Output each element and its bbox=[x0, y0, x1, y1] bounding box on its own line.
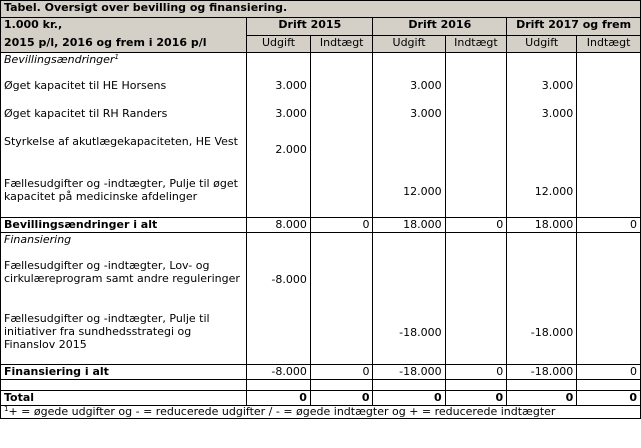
cell bbox=[310, 312, 373, 354]
cell bbox=[445, 79, 507, 94]
cell bbox=[577, 107, 641, 122]
footnote-row bbox=[1, 406, 641, 419]
cell bbox=[507, 135, 577, 163]
cell bbox=[247, 312, 311, 354]
table-row bbox=[1, 177, 641, 205]
group-drift-2015: Drift 2015 bbox=[247, 18, 373, 36]
cell bbox=[445, 177, 507, 205]
footnote: $^1$+ = øgede udgifter og - = reducerede udgifter / - = øgede indtægter og + = reducerede indtægter bbox=[1, 406, 641, 419]
row-label: Fællesudgifter og -indtægter, Pulje til øget kapacitet på medicinske afdelinger bbox=[1, 177, 247, 205]
sub-udgift-2016: Udgift bbox=[373, 36, 445, 53]
section-label: Bevillingsændringer$^1$ bbox=[1, 53, 247, 68]
cell bbox=[445, 135, 507, 163]
cell: -18.000 bbox=[507, 365, 577, 380]
cell bbox=[445, 107, 507, 122]
cell bbox=[577, 79, 641, 94]
row-label: Styrkelse af akutlægekapaciteten, HE Vest bbox=[1, 135, 247, 163]
cell: 0 bbox=[310, 391, 373, 406]
cell: 0 bbox=[445, 391, 507, 406]
cell: 12.000 bbox=[507, 177, 577, 205]
cell: 0 bbox=[310, 217, 373, 232]
unit-label-line1: 1.000 kr., bbox=[1, 18, 247, 36]
cell: -18.000 bbox=[507, 312, 577, 354]
cell: -8.000 bbox=[247, 259, 311, 301]
cell: 0 bbox=[577, 217, 641, 232]
cell bbox=[310, 79, 373, 94]
sub-indtaegt-2017: Indtægt bbox=[577, 36, 641, 53]
cell bbox=[310, 259, 373, 301]
unit-label-line2: 2015 p/l, 2016 og frem i 2016 p/l bbox=[1, 36, 247, 53]
row-label: Fællesudgifter og -indtægter, Pulje til initiativer fra sundhedsstrategi og Finanslov 2015 bbox=[1, 312, 247, 354]
cell: 2.000 bbox=[247, 135, 311, 163]
cell: 3.000 bbox=[373, 107, 445, 122]
cell: 0 bbox=[445, 365, 507, 380]
cell: 0 bbox=[445, 217, 507, 232]
row-label: Finansiering i alt bbox=[1, 365, 247, 380]
row-label: Bevillingsændringer i alt bbox=[1, 217, 247, 232]
cell: -8.000 bbox=[247, 365, 311, 380]
sub-udgift-2015: Udgift bbox=[247, 36, 311, 53]
cell bbox=[310, 107, 373, 122]
cell: 0 bbox=[373, 391, 445, 406]
table-row bbox=[1, 312, 641, 354]
cell: 0 bbox=[507, 391, 577, 406]
cell: 3.000 bbox=[247, 107, 311, 122]
header-row-groups bbox=[1, 18, 641, 36]
cell: 18.000 bbox=[373, 217, 445, 232]
cell: 3.000 bbox=[507, 107, 577, 122]
cell bbox=[247, 177, 311, 205]
cell bbox=[310, 135, 373, 163]
table-row bbox=[1, 107, 641, 122]
cell bbox=[373, 135, 445, 163]
cell bbox=[577, 135, 641, 163]
cell bbox=[577, 312, 641, 354]
table-row-subtotal bbox=[1, 217, 641, 232]
group-drift-2017: Drift 2017 og frem bbox=[507, 18, 641, 36]
group-drift-2016: Drift 2016 bbox=[373, 18, 507, 36]
cell: 3.000 bbox=[373, 79, 445, 94]
cell bbox=[310, 177, 373, 205]
cell: 0 bbox=[577, 391, 641, 406]
cell bbox=[577, 259, 641, 301]
row-label: Fællesudgifter og -indtægter, Lov- og cirkulæreprogram samt andre reguleringer bbox=[1, 259, 247, 301]
cell bbox=[373, 259, 445, 301]
sub-udgift-2017: Udgift bbox=[507, 36, 577, 53]
row-label: Total bbox=[1, 391, 247, 406]
cell bbox=[445, 312, 507, 354]
table-row-total bbox=[1, 391, 641, 406]
cell: 0 bbox=[310, 365, 373, 380]
cell: 3.000 bbox=[507, 79, 577, 94]
cell: -18.000 bbox=[373, 365, 445, 380]
table-row bbox=[1, 259, 641, 301]
table-row bbox=[1, 135, 641, 163]
sub-indtaegt-2015: Indtægt bbox=[310, 36, 373, 53]
cell: 12.000 bbox=[373, 177, 445, 205]
cell: -18.000 bbox=[373, 312, 445, 354]
cell: 18.000 bbox=[507, 217, 577, 232]
cell: 0 bbox=[577, 365, 641, 380]
section-bevilling bbox=[1, 53, 641, 68]
table-title-row bbox=[1, 1, 641, 18]
section-label: Finansiering bbox=[1, 232, 247, 247]
cell bbox=[445, 259, 507, 301]
row-label: Øget kapacitet til HE Horsens bbox=[1, 79, 247, 94]
cell: 3.000 bbox=[247, 79, 311, 94]
cell bbox=[507, 259, 577, 301]
cell: 0 bbox=[247, 391, 311, 406]
cell: 8.000 bbox=[247, 217, 311, 232]
table-row-subtotal bbox=[1, 365, 641, 380]
header-row-sub bbox=[1, 36, 641, 53]
row-label: Øget kapacitet til RH Randers bbox=[1, 107, 247, 122]
sub-indtaegt-2016: Indtægt bbox=[445, 36, 507, 53]
cell bbox=[577, 177, 641, 205]
section-finansiering bbox=[1, 232, 641, 247]
table-title: Tabel. Oversigt over bevilling og finansiering. bbox=[1, 1, 641, 18]
table-row bbox=[1, 79, 641, 94]
